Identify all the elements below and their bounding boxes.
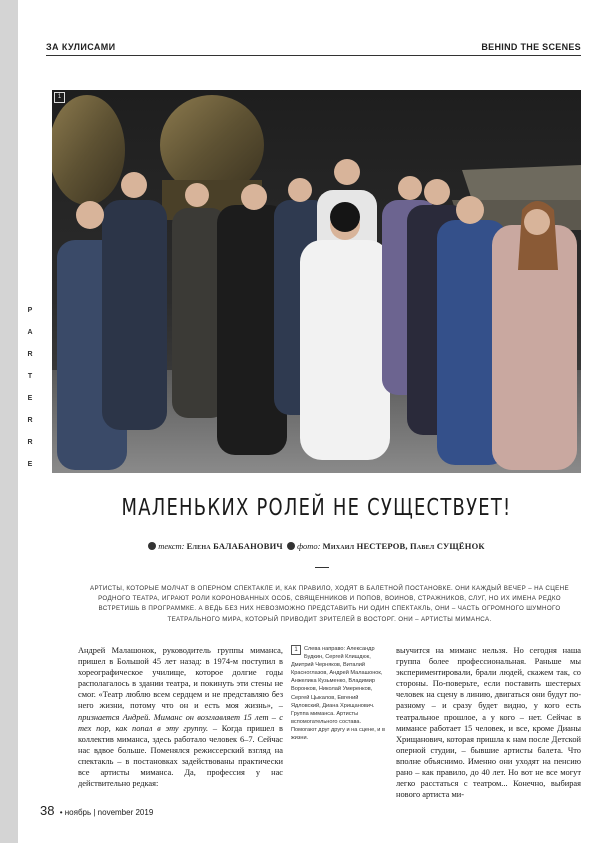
- body-text: выучится на миманс нельзя. Но сегодня наша группа более профессиональная. Раньше мы экспериментировали, брали людей, скажем так, со стороны. По-поверьте, если поставить шестерых человек на сцену в линию, двигаться они будут по-разному – и сразу будет видно, у кого есть театральное прошлое, а у кого – нет. Сейчас в мимансе работает 15 человек, и все, кроме Дианы Хрищанович, которая пришла к нам после Детской оперной студии, – бывшие артисты балета. Что вполне объяснимо. Именно они уходят на пенсию рано – как правило, до 40 лет. Но вот не все могут легко расстаться с театром... Конечно, выбирая нового артиста ми-: [396, 646, 581, 800]
- page-edge-strip: [0, 0, 18, 843]
- body-column-1: [78, 645, 283, 789]
- credit-photo-authors: Михаил НЕСТЕРОВ, Павел СУЩЁНОК: [322, 541, 485, 551]
- title-divider: [315, 567, 329, 568]
- page-footer: [40, 803, 153, 818]
- article-credits: [52, 541, 581, 551]
- side-letter: R: [27, 351, 33, 358]
- body-text-italic: признается Андрей. Миманс он возглавляет 15 лет – с тех пор, как попал в эту группу.: [78, 712, 283, 733]
- body-column-2: [396, 645, 581, 800]
- text-credit-icon: [148, 542, 156, 550]
- section-title-ru: ЗА КУЛИСАМИ: [46, 42, 116, 52]
- caption-number: 1: [291, 645, 301, 655]
- body-text: Андрей Малашонок, руководитель группы миманса, пришел в Большой 45 лет назад: в 1974-м поступил в хореографическое училище, которое долгие годы располагалось в здании театра, и покинуть эти стены не смог. «Театр люблю всем сердцем и не представляю без него жизни, потому что он и есть моя жизнь», –: [78, 646, 283, 711]
- body-text: – Когда пришел в коллектив миманса, здесь работало человек 6–7. Сейчас нас вдвое больше. Поменялся режиссерский взгляд на спектакль – в постановках задействованы практически все артисты миманса. Да, профессия у нас действительно редкая:: [78, 723, 283, 789]
- article-title: МАЛЕНЬКИХ РОЛЕЙ НЕ СУЩЕСТВУЕТ!: [121, 495, 512, 521]
- side-letter: R: [27, 439, 33, 446]
- header-divider: [46, 55, 581, 56]
- photo-caption: [291, 645, 387, 742]
- camera-icon: [287, 542, 295, 550]
- side-letter: T: [27, 373, 33, 380]
- page-number: 38: [40, 803, 55, 818]
- side-letter: E: [27, 461, 33, 468]
- group-photo: [52, 90, 581, 473]
- credit-text-author: Елена БАЛАБАНОВИЧ: [186, 541, 283, 551]
- credit-text-label: текст:: [158, 541, 185, 551]
- article-lead: АРТИСТЫ, КОТОРЫЕ МОЛЧАТ В ОПЕРНОМ СПЕКТАКЛЕ И, КАК ПРАВИЛО, ХОДЯТ В БАЛЕТНОЙ ПОСТАНОВКЕ. ОНИ КАЖДЫЙ ВЕЧЕР – НА СЦЕНЕ РОДНОГО ТЕАТРА, ИГРАЮТ РОЛИ КОРОНОВАННЫХ ОСОБ, СВЯЩЕННИКОВ И ПОПОВ, ВОИНОВ, СТРАЖНИКОВ, СЛУГ, НО ИХ ИМЕНА РЕДКО ВСТРЕТИШЬ В ПРОГРАММКЕ. А ВЕДЬ БЕЗ НИХ НЕВОЗМОЖНО ПРЕДСТАВИТЬ НИ ОДИН СПЕКТАКЛЬ, ОНИ – ЧАСТЬ ОГРОМНОГО ШУМНОГО ТЕАТРАЛЬНОГО МИРА, КОТОРЫЙ ПРИВОДИТ ЗРИТЕЛЕЙ В ВОСТОРГ. ОНИ – АРТИСТЫ МИМАНСА.: [90, 585, 569, 623]
- footer-bullet: •: [59, 808, 63, 817]
- parterre-side-label: [25, 300, 35, 476]
- issue-date: ноябрь | november 2019: [64, 808, 154, 817]
- group-photo-illustration: [52, 90, 581, 473]
- side-letter: Р: [27, 307, 33, 314]
- credit-photo-label: фото:: [297, 541, 321, 551]
- caption-text: Слева направо: Александр Будкин, Сергей Клишдюк, Дмитрий Черняков, Виталий Красноглазов, Андрей Малашонок, Анжелика Кузьменко, Владимир Воронков, Николай Умеренков, Сергей Цыкалов, Евгений Ядловский, Диана Хрищанович. Группа миманса. Артисты вспомогательного состава. Помогают друг другу и на сцене, и в жизни.: [291, 646, 385, 742]
- photo-number-marker: 1: [54, 92, 65, 103]
- side-letter: А: [27, 329, 33, 336]
- side-letter: E: [27, 395, 33, 402]
- section-title-en: BEHIND THE SCENES: [481, 42, 581, 52]
- side-letter: R: [27, 417, 33, 424]
